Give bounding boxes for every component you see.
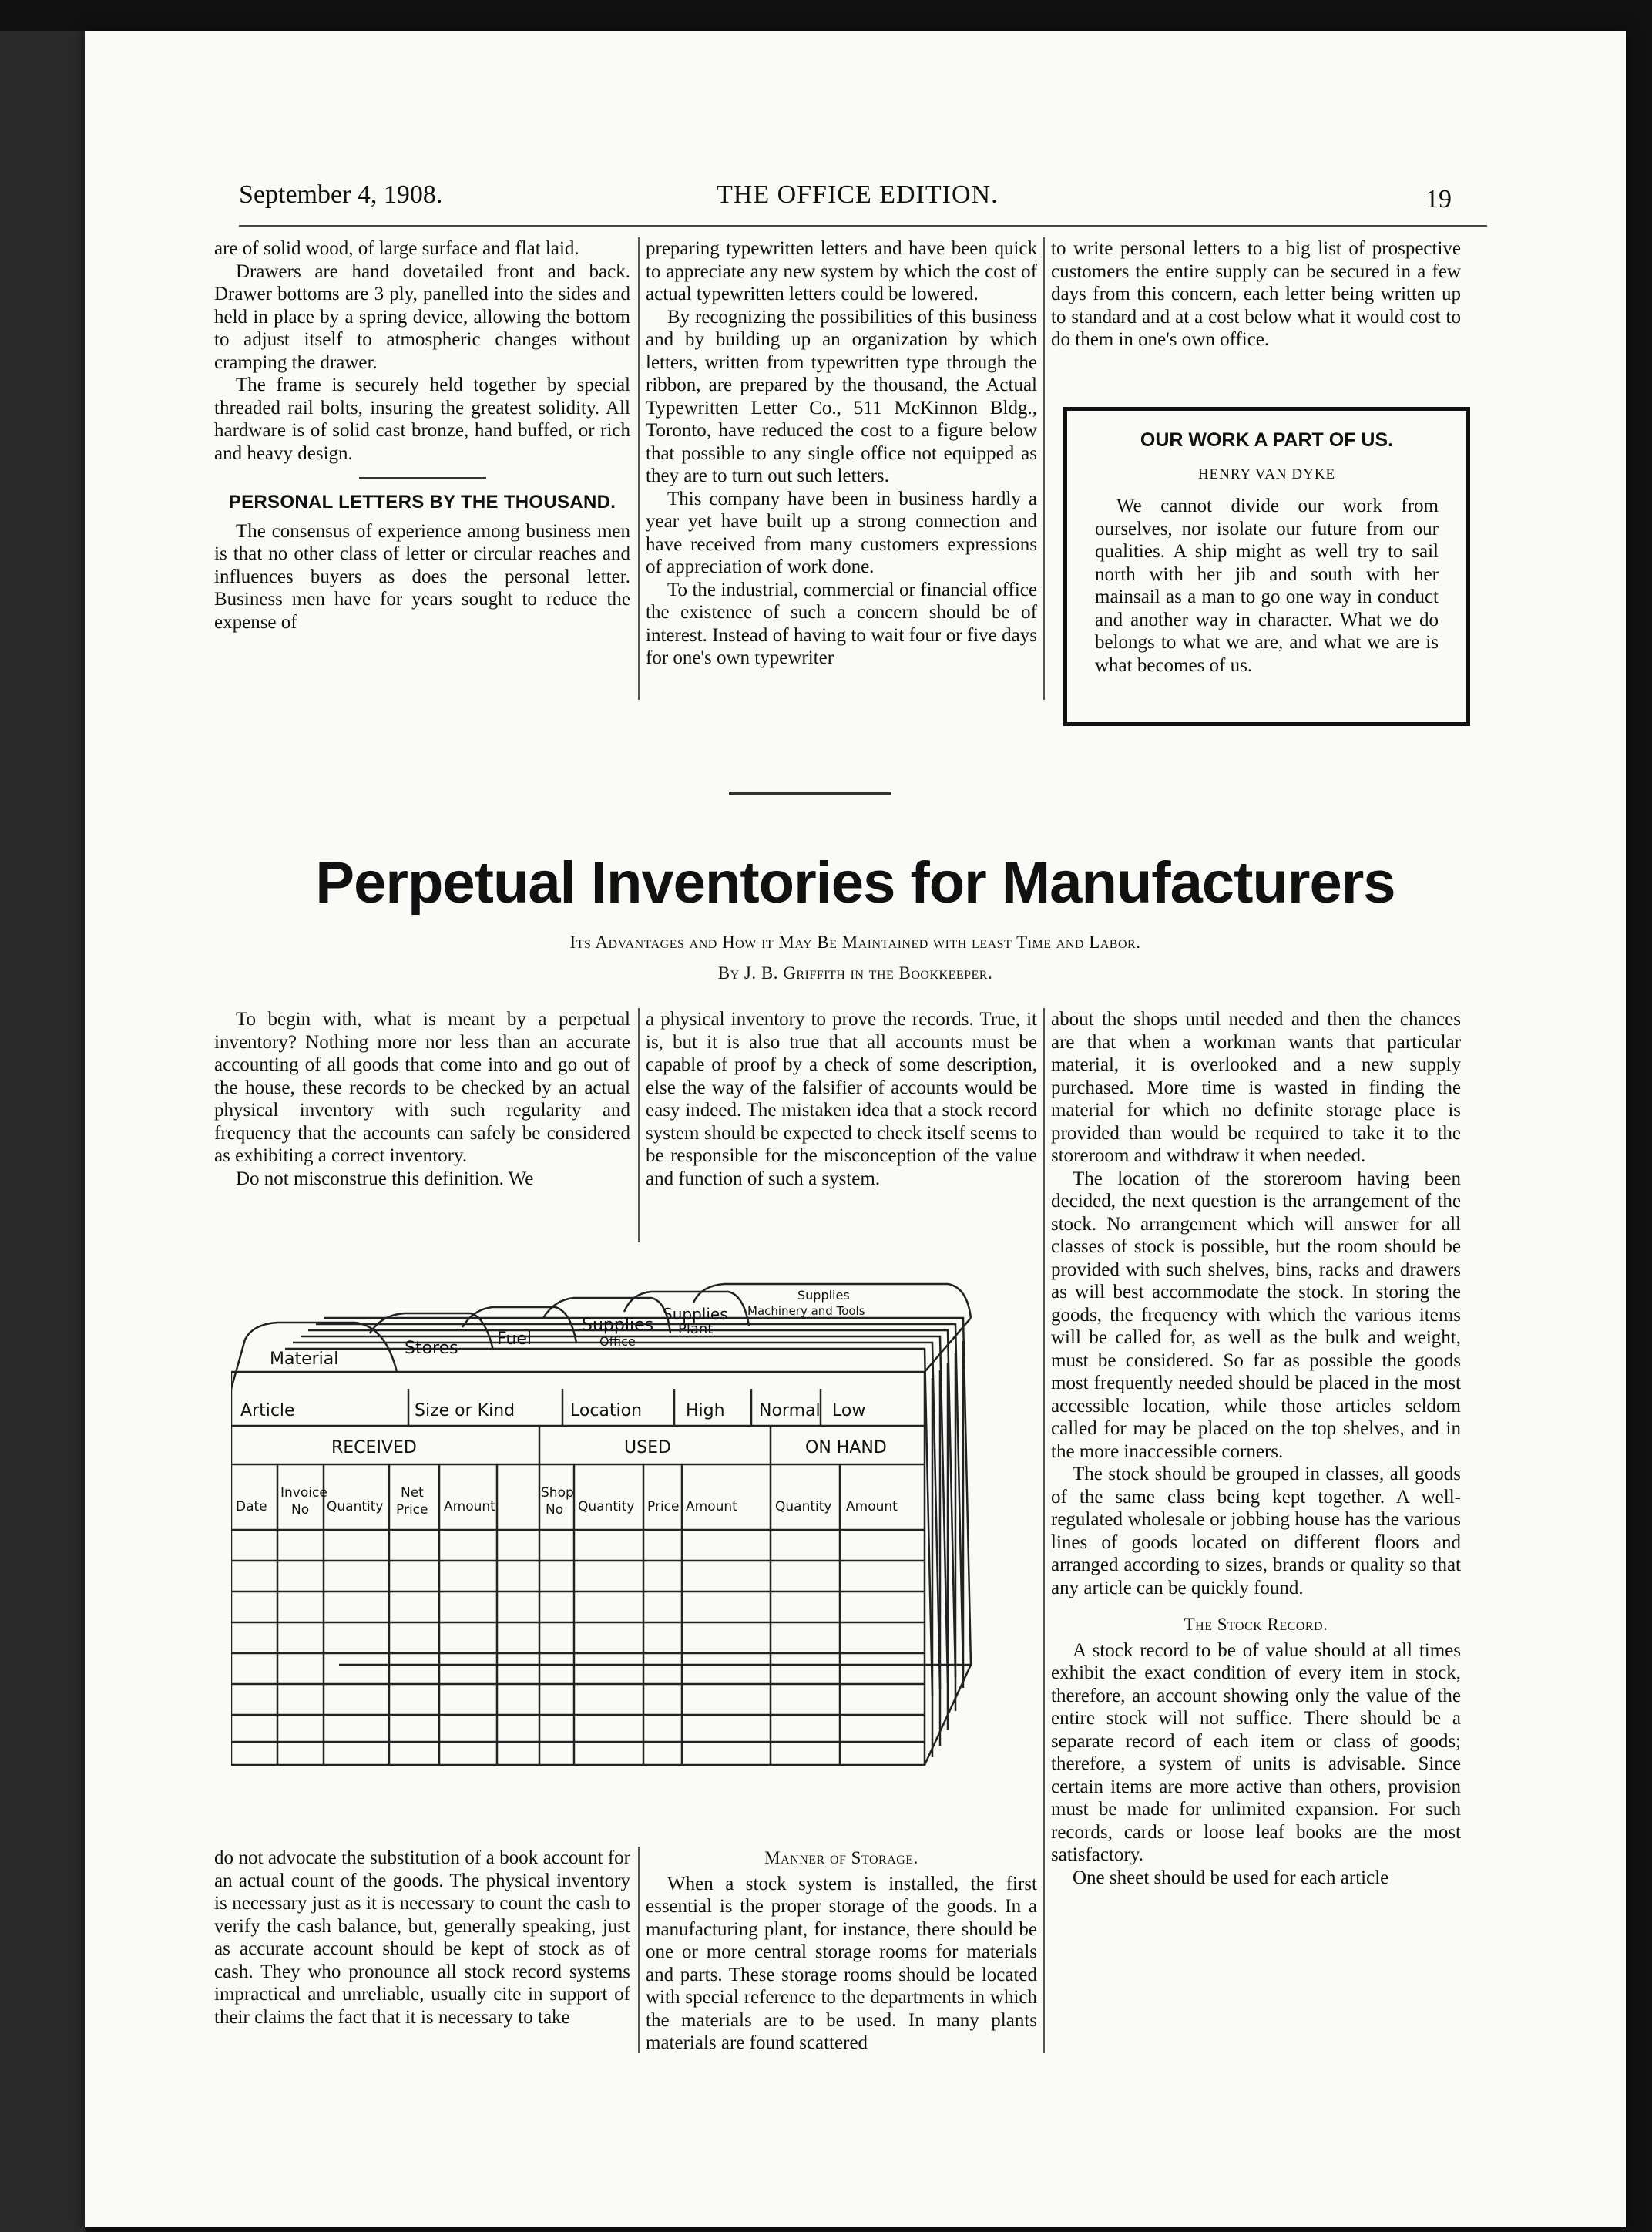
header-date: September 4, 1908. — [239, 180, 443, 209]
group-header: USED — [624, 1438, 671, 1457]
paragraph: preparing typewritten letters and have been quick to appreciate any new system by which the cost of actual typewritten letters could be lowered. — [646, 238, 1037, 304]
column-header: Date — [236, 1499, 267, 1514]
paragraph: a physical inventory to prove the records. True, it is, but it is also true that all accounts must be capable of proof by a check of some description, else the way of the falsifier of accounts would be easy indeed. The mistaken idea that a stock record system should be expected to check itself seems to be responsible for the misconception of the value and function of such a system. — [646, 1009, 1037, 1189]
column-header: Shop — [541, 1485, 574, 1501]
magazine-page — [85, 31, 1626, 2227]
book-spine — [0, 31, 85, 2232]
column-header: Amount — [444, 1499, 495, 1514]
paragraph: do not advocate the substitution of a book account for an actual count of the goods. The physical inventory is necessary just as it is necessary to count the cash to verify the cash balance, but, generally speaking, just as accurate account should be kept of stock as of cash. They who pronounce all stock record systems impractical and unreliable, usually cite in support of their claims the fact that it is necessary to take — [214, 1847, 630, 2028]
article-column-2-bottom — [646, 1847, 1037, 2055]
tab-label: Material — [270, 1350, 339, 1369]
top-column-2 — [646, 237, 1037, 670]
tab-label: Stores — [405, 1339, 458, 1358]
field-label: High — [686, 1401, 725, 1420]
column-header: No — [291, 1502, 310, 1518]
paragraph: One sheet should be used for each article — [1073, 1867, 1389, 1888]
section-divider — [359, 477, 486, 479]
article-column-3 — [1051, 1008, 1461, 1889]
tab-label: Machinery and Tools — [747, 1304, 865, 1318]
tab-label: Supplies — [797, 1288, 850, 1303]
section-heading: The Stock Record. — [1184, 1615, 1328, 1634]
column-rule — [1043, 1008, 1045, 2053]
paragraph: By recognizing the possibilities of this business and by building up an organization by which letters, written from typewritten type through the ribbon, are prepared by the thousand, the Actual Typewritten Letter Co., 511 McKinnon Bldg., Toronto, have reduced the cost to a figure below that possible to any single office not equipped as they are to turn out such letters. — [646, 306, 1037, 486]
column-rule — [638, 1847, 640, 2053]
tab-label: Fuel — [497, 1329, 532, 1349]
paragraph: To begin with, what is meant by a perpetual inventory? Nothing more nor less than an accurate accounting of all goods that come into and go out of the house, these records to be checked by an actual physical inventory with such regularity and frequency that the accounts can safely be considered as exhibiting a correct inventory. — [214, 1009, 630, 1166]
column-header: Price — [647, 1499, 680, 1514]
quote-text: We cannot divide our work from ourselves, nor isolate our future from our qualities. A ship might as well try to sail north with her jib and south with her mainsail as a man to go one way in conduct and another way in character. What we do belongs to what we are, and what we are is what becomes of us. — [1095, 496, 1439, 676]
paragraph: To the industrial, commercial or financial office the existence of such a concern should be of interest. Instead of having to wait four or five days for one's own typewriter — [646, 579, 1037, 668]
card-file-illustration — [231, 1279, 1032, 1811]
field-label: Article — [240, 1401, 295, 1420]
column-rule — [638, 237, 640, 700]
group-header: ON HAND — [805, 1438, 887, 1457]
column-header: Price — [396, 1502, 428, 1518]
article-byline: By J. B. Griffith in the Bookkeeper. — [717, 963, 993, 983]
paragraph: The frame is securely held together by special threaded rail bolts, insuring the greatest solidity. All hardware is of solid cast bronze, hand buffed, or rich and heavy design. — [214, 375, 630, 464]
column-header: Amount — [686, 1499, 737, 1514]
front-card — [231, 1372, 925, 1765]
paragraph: Do not misconstrue this definition. We — [236, 1168, 534, 1189]
column-header: Amount — [846, 1499, 898, 1514]
quote-title: OUR WORK A PART OF US. — [1140, 429, 1394, 451]
field-label: Size or Kind — [415, 1401, 515, 1420]
paragraph: to write personal letters to a big list of prospective customers the entire supply can be secured in a few days from this concern, each letter being written up to standard and at a cost below what it would cost to do them in one's own office. — [1051, 238, 1461, 350]
header-publication: THE OFFICE EDITION. — [717, 180, 999, 209]
column-header: Quantity — [578, 1499, 635, 1514]
paragraph: The location of the storeroom having been decided, the next question is the arrangement of the stock. No arrangement which will answer for all classes of stock is possible, but the room should be provided with such shelves, bins, racks and drawers as will best accommodate the stock. In storing the goods, the frequency with which the various items will be called for, as well as the bulk and weight, must be considered. So far as possible the goods most frequently needed should be placed in the most accessible location, while those articles seldom called for may be placed on the top shelves, and in the more inaccessible corners. — [1051, 1168, 1461, 1462]
article-divider — [729, 792, 891, 795]
article-column-1-top-text — [214, 1008, 630, 1190]
column-header: Quantity — [327, 1499, 384, 1514]
section-heading: PERSONAL LETTERS BY THE THOUSAND. — [228, 492, 616, 513]
paragraph: When a stock system is installed, the first essential is the proper storage of the goods. In a manufacturing plant, for instance, there should be one or more central storage rooms for materials and parts. These storage rooms should be located with special reference to the departments in which the materials are to be used. In many plants materials are found scattered — [646, 1873, 1037, 2053]
paragraph: are of solid wood, of large surface and flat laid. — [214, 238, 579, 259]
column-header: Net — [401, 1485, 424, 1501]
quote-author: HENRY VAN DYKE — [1197, 466, 1336, 482]
field-label: Normal — [759, 1401, 821, 1420]
article-column-2-top — [646, 1008, 1037, 1190]
paragraph: about the shops until needed and then the chances are that when a workman wants that particular material, it is overlooked and a new supply purchased. More time is wasted in finding the material for which no definite storage place is provided than would be required to take it to the storeroom and withdraw it when needed. — [1051, 1009, 1461, 1166]
top-column-1 — [214, 237, 630, 634]
top-column-3 — [1051, 237, 1461, 351]
tab-label: Supplies — [582, 1316, 654, 1335]
paragraph: The consensus of experience among business men is that no other class of letter or circular reaches and influences buyers as does the personal letter. Business men have for years sought to reduce the expense of — [214, 520, 630, 633]
column-rule — [1043, 237, 1045, 700]
field-label: Location — [570, 1401, 643, 1420]
paragraph: A stock record to be of value should at all times exhibit the exact condition of every item in stock, therefore, an account showing only the value of the entire stock will not suffice. There should be a separate record of each item or class of goods; therefore, a system of units is advisable. Since certain items are more active than others, provision must be made for unlimited expansion. For such records, cards or loose leaf books are the most satisfactory. — [1051, 1639, 1461, 1865]
column-header: No — [546, 1502, 564, 1518]
paragraph: The stock should be grouped in classes, all goods of the same class being kept together. A well-regulated wholesale or jobbing house has the various lines of goods located on different floors and arranged according to sizes, brands or quality so that any article can be quickly found. — [1051, 1464, 1461, 1598]
tab-label: Supplies — [663, 1305, 728, 1323]
column-header: Quantity — [775, 1499, 832, 1514]
article-column-1-bottom — [214, 1847, 630, 2029]
field-label: Low — [832, 1401, 866, 1420]
quote-box — [1063, 407, 1470, 726]
page-number: 19 — [1425, 185, 1452, 213]
section-heading: Manner of Storage. — [764, 1848, 918, 1867]
article-title: Perpetual Inventories for Manufacturers — [315, 850, 1395, 916]
paragraph: Drawers are hand dovetailed front and back. Drawer bottoms are 3 ply, panelled into the sides and held in place by a spring device, allowing the bottom to adjust itself to atmospheric changes without cramping the drawer. — [214, 261, 630, 373]
tab-label: Office — [599, 1334, 636, 1349]
tab-label: Plant — [678, 1321, 714, 1337]
paragraph: This company have been in business hardly a year yet have built up a strong connection and have received from many customers expressions of appreciation of work done. — [646, 488, 1037, 577]
column-header: Invoice — [280, 1485, 327, 1501]
column-rule — [638, 1008, 640, 1242]
header-rule — [239, 225, 1487, 227]
group-header: RECEIVED — [331, 1438, 417, 1457]
article-subtitle: Its Advantages and How it May Be Maintained with least Time and Labor. — [569, 933, 1141, 952]
